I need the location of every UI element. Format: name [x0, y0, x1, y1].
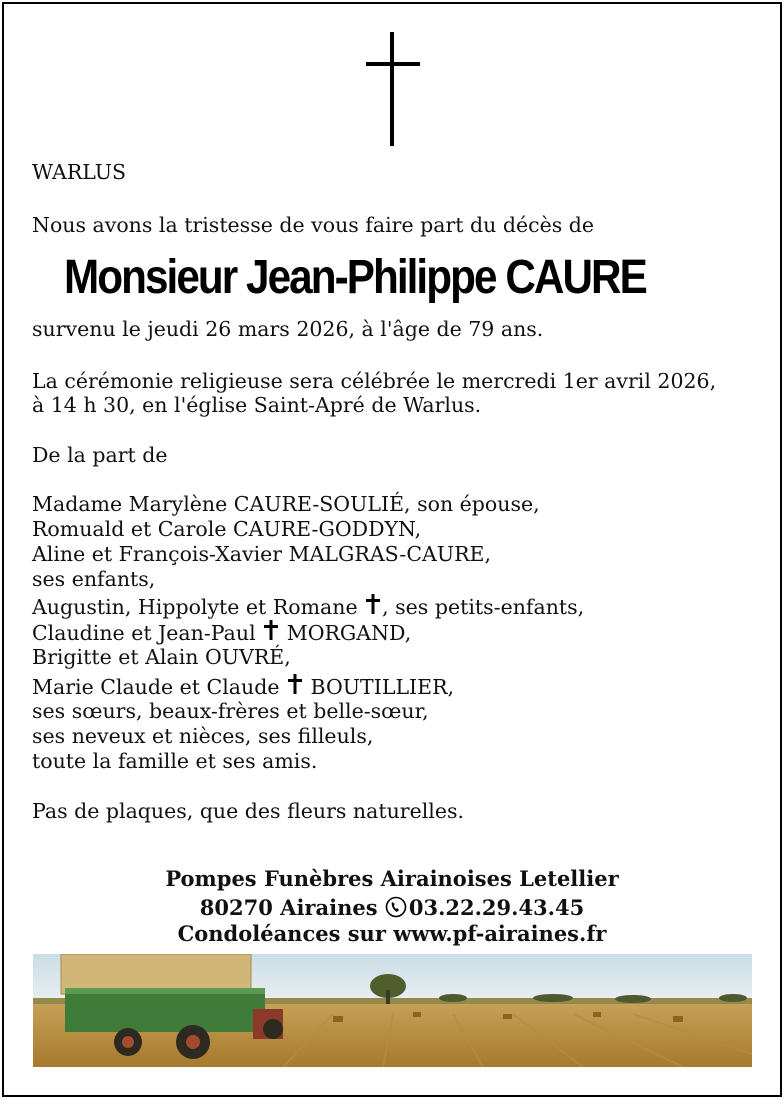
cross-icon [287, 673, 303, 695]
field-photo [33, 954, 752, 1067]
family-line-text: Augustin, Hippolyte et Romane [32, 595, 358, 619]
death-line: survenu le jeudi 26 mars 2026, à l'âge de 79 ans. [32, 317, 544, 341]
condolences-link[interactable]: Condoléances sur www.pf-airaines.fr [177, 921, 607, 946]
family-line: Brigitte et Alain OUVRÉ, [32, 645, 291, 669]
funeral-home-contact [0, 895, 784, 921]
family-line [32, 619, 411, 645]
cross-icon [366, 32, 420, 146]
cross-icon [263, 619, 279, 641]
from-label: De la part de [32, 443, 168, 467]
flowers-note: Pas de plaques, que des fleurs naturelles. [32, 799, 465, 823]
family-line: Madame Marylène CAURE-SOULIÉ, son épouse, [32, 492, 540, 516]
family-line: Romuald et Carole CAURE-GODDYN, [32, 517, 422, 541]
family-line: ses neveux et nièces, ses filleuls, [32, 724, 374, 748]
ceremony-line-1: La cérémonie religieuse sera célébrée le mercredi 1er avril 2026, [32, 369, 717, 393]
funeral-home-name: Pompes Funèbres Airainoises Letellier [165, 866, 619, 891]
family-line-text: BOUTILLIER, [310, 675, 455, 699]
deceased-name: Monsieur Jean-Philippe CAURE [64, 251, 646, 304]
intro-text: Nous avons la tristesse de vous faire part du décès de [32, 213, 595, 237]
funeral-home-city: 80270 Airaines [199, 895, 378, 920]
family-line: toute la famille et ses amis. [32, 749, 318, 773]
family-line: Aline et François-Xavier MALGRAS-CAURE, [32, 542, 492, 566]
funeral-home-phone: 03.22.29.43.45 [408, 895, 585, 920]
ceremony-line-2: à 14 h 30, en l'église Saint-Apré de Warlus. [32, 393, 482, 417]
cross-icon [365, 593, 381, 615]
family-line: ses enfants, [32, 567, 156, 591]
family-line-text: MORGAND, [286, 621, 412, 645]
family-line [32, 593, 584, 619]
family-line [32, 673, 454, 699]
family-line-text: , ses petits-enfants, [382, 595, 585, 619]
family-line: ses sœurs, beaux-frères et belle-sœur, [32, 699, 429, 723]
phone-icon [385, 896, 407, 918]
family-line-text: Marie Claude et Claude [32, 675, 280, 699]
location: WARLUS [32, 160, 127, 184]
family-line-text: Claudine et Jean-Paul [32, 621, 256, 645]
